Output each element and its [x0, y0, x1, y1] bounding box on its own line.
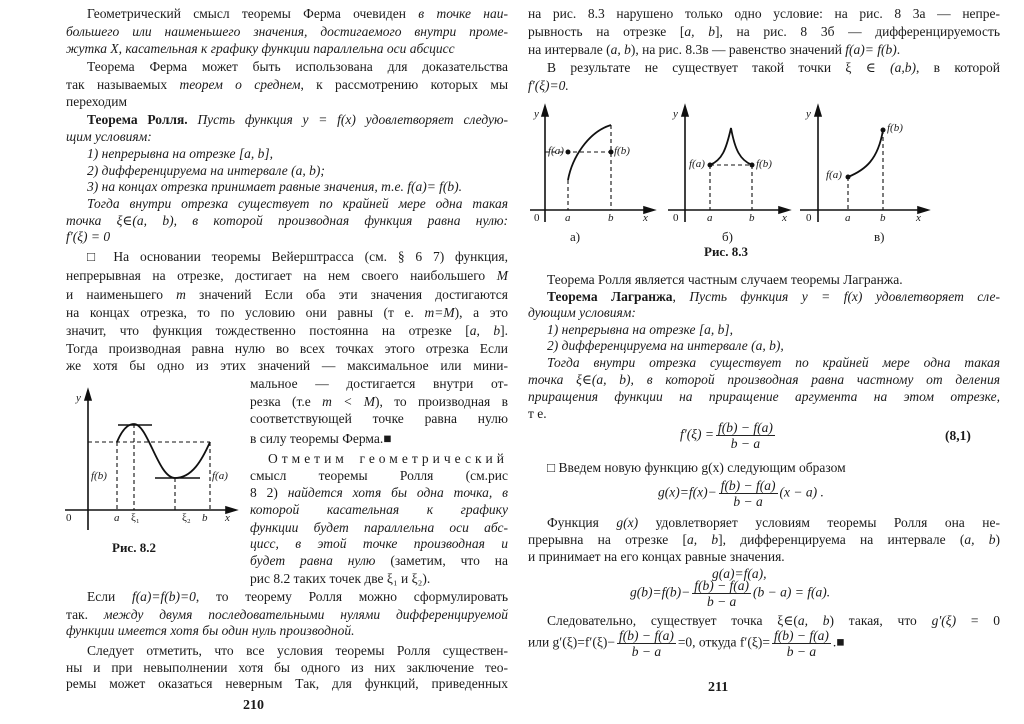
text-line: 2) дифференцируема на интервале (a, b),	[547, 338, 784, 353]
text-segment: ,	[672, 289, 690, 304]
fraction-denominator: b − a	[706, 594, 737, 609]
axis-label-y: y	[673, 108, 678, 120]
axis-label-y: y	[534, 108, 539, 120]
text-segment: Пусть функция y = f(x) удовлетворяет следую-	[197, 112, 508, 127]
text-segment: , то теорему Ролля можно сформулировать	[195, 589, 509, 604]
label-origin: 0	[66, 512, 72, 524]
text-line: □ Введем новую функцию g(x) следующим образом	[547, 460, 846, 475]
text-segment: удовлетворяет условиям теоремы Ролля она не-	[638, 515, 1000, 530]
text-segment: m < M	[322, 394, 375, 409]
text-line: дующим условиям:	[528, 305, 636, 320]
label-a: a	[707, 212, 713, 224]
fraction	[692, 578, 751, 609]
text-segment: g′(ξ)	[931, 613, 957, 628]
label-origin: 0	[806, 212, 812, 224]
text-segment: на концах отрезка, то по условию они равны (т е.	[66, 305, 425, 320]
fraction-denominator: b − a	[730, 436, 761, 451]
axis-label-y: y	[76, 392, 81, 404]
fraction	[772, 628, 831, 659]
text-line: ны и при невыполнении хотя бы одного из них заключение тео-	[66, 660, 508, 675]
formula-gb	[630, 578, 830, 609]
text-segment: найдется хотя бы одна точка, в	[287, 485, 509, 500]
fraction-numerator: f(b) − f(a)	[720, 478, 776, 493]
label-origin: 0	[534, 212, 540, 224]
label-b: b	[202, 512, 208, 524]
text-line	[547, 613, 1000, 629]
fraction-denominator: b − a	[733, 494, 763, 509]
text-segment: ].	[500, 323, 509, 338]
text-segment: ], дифференцируема на интервале (	[718, 532, 965, 547]
curve-b	[710, 128, 752, 165]
formula-part: (b − a) = f(a).	[753, 584, 831, 600]
text-line: смысл теоремы Ролля (см.рис	[250, 468, 508, 483]
text-line: Следует отметить, что все условия теоремы Ролля существен-	[87, 643, 508, 658]
text-segment: ), а это	[454, 305, 508, 320]
text-line: приращения функции на приращение аргумента на этом отрезке,	[528, 389, 1000, 404]
text-line: f′(ξ) = 0	[66, 229, 111, 244]
label-a: a	[845, 212, 851, 224]
axis-label-x: x	[643, 212, 648, 224]
text-line: мальное — достигается внутри от-	[250, 376, 508, 391]
label-origin: 0	[673, 212, 679, 224]
formula-8-1	[680, 420, 777, 451]
label-fa: f(a)	[689, 158, 705, 170]
formula-part: или g′(ξ)=f′(ξ)−	[528, 634, 615, 650]
fraction-numerator: f(b) − f(a)	[773, 628, 829, 643]
text-line: Теорема Ферма может быть использована для доказательства	[87, 59, 508, 74]
text-segment: )	[995, 532, 1000, 547]
text-segment: ) такая, что	[829, 613, 932, 628]
text-segment: M	[496, 268, 508, 283]
text-segment: на интервале (	[528, 42, 611, 57]
formula-ga: g(a)=f(a),	[712, 566, 767, 581]
theorem-title: Теорема Лагранжа	[547, 289, 673, 304]
page-number: 210	[243, 698, 264, 713]
label-b: b	[749, 212, 755, 224]
text-line: большего или наименьшего значения, достигаемого внутри проме-	[66, 24, 508, 39]
text-line: 3) на концах отрезка принимает равные значения, т.е. f(a)= f(b).	[87, 179, 463, 194]
label-b: b	[880, 212, 886, 224]
fraction-denominator: b − a	[631, 644, 662, 659]
figure-caption: Рис. 8.3	[704, 244, 748, 259]
fraction-numerator: f(b) − f(a)	[618, 628, 674, 643]
text-segment: a, b	[686, 532, 719, 547]
label-fb: f(b)	[887, 122, 903, 134]
text-segment: в точке наи-	[418, 6, 508, 21]
panel-label-b: б)	[722, 229, 733, 244]
text-line: Тогда внутри отрезка существует по крайней мере одна такая	[87, 196, 508, 211]
text-line: переходим	[66, 94, 128, 109]
label-xi2: ξ₂	[182, 512, 191, 524]
text-line	[547, 289, 1000, 305]
text-line: функции будет параллельна оси абс-	[250, 520, 508, 535]
label-fa: f(a)	[548, 145, 564, 157]
text-segment: = 0	[956, 613, 1001, 628]
text-segment: ), то производная в	[374, 394, 509, 409]
text-segment: ], на рис. 8 3б — дифференцируемость	[714, 24, 1001, 39]
formula-g	[658, 478, 824, 509]
text-line: 1) непрерывна на отрезке [a, b],	[87, 146, 274, 161]
text-segment: ), на рис. 8.3в — равенство значений	[630, 42, 846, 57]
curve-c	[848, 130, 883, 177]
text-segment: значений Если оба эти значения достигаются	[185, 287, 509, 302]
formula-part: g(x)=f(x)−	[658, 484, 717, 500]
text-line: функции имеется хотя бы один нуль производной.	[66, 623, 355, 638]
text-segment: Функция	[547, 515, 617, 530]
text-segment: рывность на отрезке [	[528, 24, 685, 39]
axis-label-x: x	[782, 212, 787, 224]
formula-final	[528, 628, 844, 659]
label-xi1: ξ₁	[131, 512, 140, 524]
text-line: f′(ξ)=0.	[528, 78, 569, 93]
text-segment: теорем о среднем	[179, 77, 301, 92]
fraction	[716, 420, 775, 451]
text-segment: a, b	[964, 532, 996, 547]
axis-label-x: x	[916, 212, 921, 224]
axis-label-y: y	[806, 108, 811, 120]
page-number: 211	[708, 680, 729, 695]
label-fa: f(a)	[212, 470, 228, 482]
formula-part: (x − a) .	[779, 484, 824, 500]
formula-part: .■	[832, 634, 845, 650]
text-line: Тогда внутри отрезка существует по крайней мере одна такая	[547, 355, 1000, 370]
text-segment: значит, что функция тождественно постоянна на отрезке [	[66, 323, 470, 338]
text-segment: f(a)=f(b)=0	[131, 589, 196, 604]
text-line: щим условиям:	[66, 129, 152, 144]
text-segment: В результате не существует такой точки ξ ∈	[547, 60, 891, 75]
text-segment: так называемых	[66, 77, 180, 92]
text-segment: и наименьшего	[66, 287, 177, 302]
fraction	[617, 628, 676, 659]
text-line: точка ξ∈(a, b), в которой производная равна частному от деления	[528, 372, 1000, 387]
panel-label-a: а)	[570, 229, 581, 244]
label-fb: f(b)	[614, 145, 630, 157]
text-segment: непрерывная на отрезке, достигает на нем своего наибольшего	[66, 268, 497, 283]
text-line: рис 8.2 таких точек две ξ₁ и ξ₂).	[250, 571, 431, 586]
text-segment: a, b	[469, 323, 501, 338]
formula-part: =0, откуда f′(ξ)=	[677, 634, 770, 650]
formula-part: f′(ξ) =	[680, 426, 714, 442]
text-line: Теорема Ролля является частным случаем теоремы Лагранжа.	[547, 272, 903, 287]
text-line: жутка X, касательная к графику функции параллельна оси абсцисс	[66, 41, 455, 56]
text-segment: a, b	[610, 42, 631, 57]
text-line: в силу теоремы Ферма.■	[250, 431, 392, 446]
text-line: т е.	[528, 406, 547, 421]
text-line	[528, 532, 1000, 548]
text-segment: между двумя последовательными нулями дифференцируемой	[103, 607, 508, 622]
text-segment: f(a)= f(b)	[845, 42, 897, 57]
text-segment: m	[176, 287, 186, 302]
text-line: же хотя бы одно из этих значений — максимальное или мини-	[66, 358, 508, 373]
text-segment: (a,b)	[890, 60, 916, 75]
label-fb: f(b)	[756, 158, 772, 170]
text-line: □ На основании теоремы Вейерштрасса (см. § 6 7) функция,	[87, 249, 508, 264]
text-segment: 8 2)	[250, 485, 288, 500]
text-segment: резка (т.е	[250, 394, 323, 409]
figure-caption: Рис. 8.2	[112, 540, 156, 555]
text-segment: Пусть функция y = f(x) удовлетворяет сле-	[689, 289, 1000, 304]
fraction-numerator: f(b) − f(a)	[694, 578, 750, 593]
text-line: соответствующей точке равна нулю	[250, 411, 508, 426]
text-line: Тогда производная равна нулю во всех точках этого отрезка Если	[66, 341, 508, 356]
panel-label-c: в)	[874, 229, 885, 244]
text-line: ремы может оказаться неверным Так, для функций, приведенных	[66, 676, 508, 691]
fraction-denominator: b − a	[786, 644, 817, 659]
formula-part: g(b)=f(b)−	[630, 584, 691, 600]
text-segment: так.	[66, 607, 104, 622]
theorem-title: Теорема Ролля.	[87, 112, 198, 127]
text-line: и принимает на его концах равные значения.	[528, 549, 785, 564]
text-line: которой касательная к графику	[250, 502, 508, 517]
text-line: Отметим геометрический	[268, 451, 508, 466]
fraction	[719, 478, 778, 509]
equation-number: (8,1)	[945, 428, 971, 443]
text-line: точка ξ∈(a, b), в которой производная функция равна нулю:	[66, 213, 508, 228]
text-line	[547, 515, 1000, 531]
text-segment: a, b	[797, 613, 830, 628]
text-segment: будет равна нулю	[250, 553, 376, 568]
text-segment: m=M	[424, 305, 455, 320]
label-fa: f(a)	[826, 169, 842, 181]
text-segment: Следовательно, существует точка ξ∈(	[547, 613, 798, 628]
text-segment: , к рассмотрению которых мы	[300, 77, 509, 92]
text-segment: прерывна на отрезке [	[528, 532, 687, 547]
label-b: b	[608, 212, 614, 224]
text-segment: , в которой	[915, 60, 1000, 75]
label-a: a	[114, 512, 120, 524]
text-line: на рис. 8.3 нарушено только одно условие: на рис. 8 3а — непре-	[528, 6, 1000, 21]
text-line: цисс, в этой точке производная и	[250, 536, 508, 551]
text-segment: g(x)	[616, 515, 639, 530]
axis-label-x: x	[225, 512, 230, 524]
text-segment: a, b	[684, 24, 715, 39]
fraction-numerator: f(b) − f(a)	[717, 420, 773, 435]
text-segment: Если	[87, 589, 132, 604]
text-line: 2) дифференцируема на интервале (a, b);	[87, 163, 325, 178]
text-segment: (заметим, что на	[375, 553, 508, 568]
label-a: a	[565, 212, 571, 224]
text-line: 1) непрерывна на отрезке [a, b],	[547, 322, 734, 337]
text-segment: Геометрический смысл теоремы Ферма очевиден	[87, 6, 419, 21]
label-fb: f(b)	[91, 470, 107, 482]
text-segment: .	[896, 42, 901, 57]
